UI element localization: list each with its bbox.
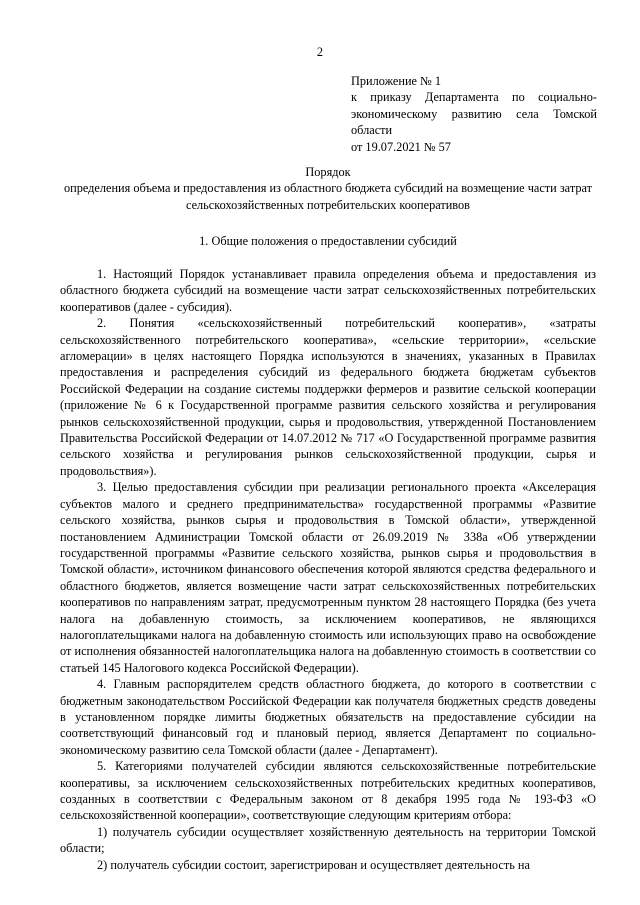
appendix-title: Приложение № 1: [351, 74, 442, 88]
paragraph: 1) получатель субсидии осуществляет хозяйственную деятельность на территории Томской области;: [60, 824, 596, 856]
paragraph: 2) получатель субсидии состоит, зарегистрирован и осуществляет деятельность на: [97, 857, 530, 872]
paragraph: 1. Настоящий Порядок устанавливает правила определения объема и предоставления из областного бюджета субсидий на возмещение части затрат сельскохозяйственных потребительских кооперативов (далее - субсидия).: [60, 267, 596, 314]
document-subtitle: определения объема и предоставления из областного бюджета субсидий на возмещение части затрат сельскохозяйственных потребительских кооперативов: [63, 181, 593, 212]
document-title: Порядок: [305, 165, 351, 179]
section-heading: 1. Общие положения о предоставлении субсидий: [199, 234, 457, 248]
appendix-order-date: от 19.07.2021 № 57: [351, 139, 451, 154]
appendix-header: [351, 73, 597, 155]
document-title-block: [60, 164, 596, 213]
paragraph: 3. Целью предоставления субсидии при реализации регионального проекта «Акселерация субъектов малого и среднего предпринимательства» государственной программы «Развитие сельского хозяйства, рынков сырья и продовольствия в Томской области», утвержденной постановлением Администрации Томской области от 26.09.2019 № 338а «Об утверждении государственной программы «Развитие сельского хозяйства, рынков сырья и продовольствия в Томской области», источником финансового обеспечения которой являются средства федерального и областного бюджетов, является возмещение части затрат сельскохозяйственных потребительских кооперативов по направлениям затрат, предусмотренным пунктом 28 настоящего Порядка (без учета налога на добавленную стоимость, за исключением кооперативов, не являющихся налогоплательщиками налога на добавленную стоимость или использующих право на освобождение от исполнения обязанностей налогоплательщика налога на добавленную стоимость в соответствии со статьей 145 Налогового кодекса Российской Федерации).: [60, 480, 596, 675]
appendix-order-reference: к приказу Департамента по социально-экономическому развитию села Томской области: [351, 90, 597, 138]
paragraph: 5. Категориями получателей субсидии являются сельскохозяйственные потребительские кооперативы, за исключением сельскохозяйственных потребительских кредитных кооперативов, созданных в соответствии с Федеральным законом от 8 декабря 1995 года № 193-ФЗ «О сельскохозяйственной кооперации», соответствующие следующим критериям отбора:: [60, 759, 596, 823]
paragraph: 2. Понятия «сельскохозяйственный потребительский кооператив», «затраты сельскохозяйственного потребительского кооператива», «сельские территории», «сельские агломерации» в целях настоящего Порядка используются в значениях, указанных в Правилах предоставления и распределения субсидий из федерального бюджета бюджетам субъектов Российской Федерации на создание системы поддержки фермеров и развитие сельской кооперации (приложение № 6 к Государственной программе развития сельского хозяйства и регулирования рынков сельскохозяйственной продукции, сырья и продовольствия, утвержденной Постановлением Правительства Российской Федерации от 14.07.2012 № 717 «О Государственной программе развития сельского хозяйства и регулирования рынков сельскохозяйственной продукции, сырья и продовольствия»).: [60, 316, 596, 478]
page-number: 2: [316, 45, 324, 59]
document-body: [60, 266, 596, 873]
paragraph: 4. Главным распорядителем средств областного бюджета, до которого в соответствии с бюджетным законодательством Российской Федерации как получателя бюджетных средств доведены в установленном порядке лимиты бюджетных обязательств на предоставление субсидии на соответствующий финансовый год и плановый период, является Департамент по социально-экономическому развитию села Томской области (далее - Департамент).: [60, 677, 596, 757]
